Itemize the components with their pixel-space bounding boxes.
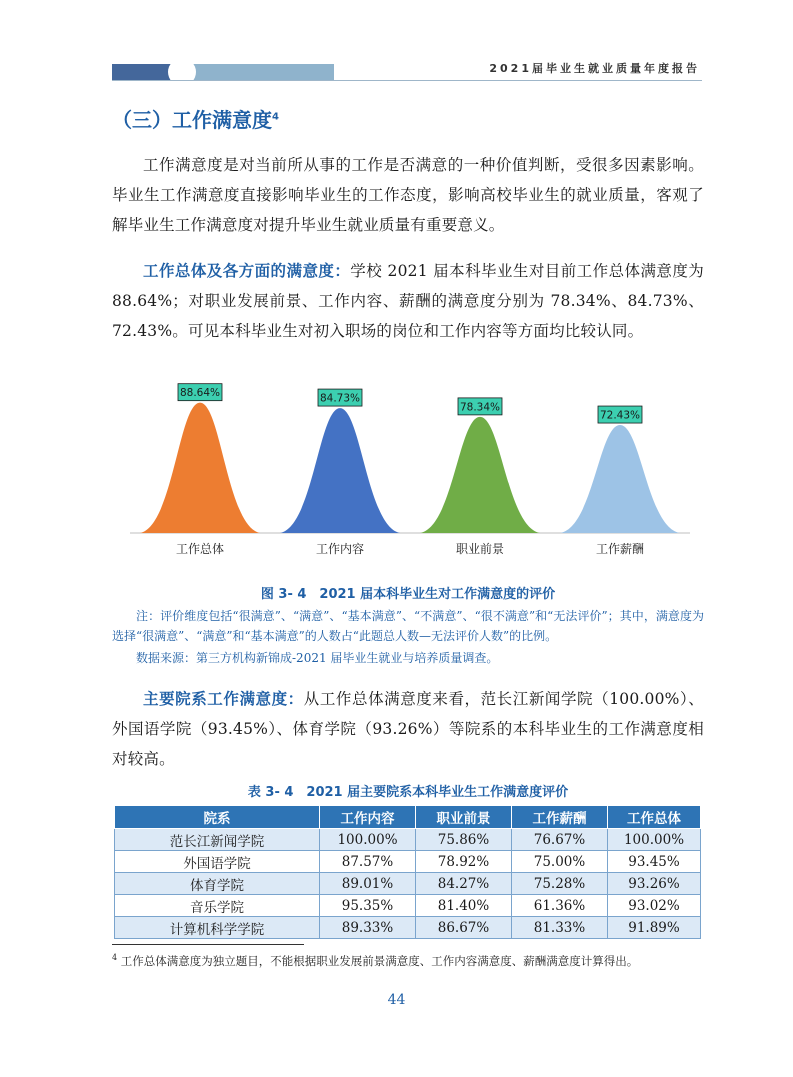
table-cell: 93.02%	[608, 895, 701, 917]
footnote	[112, 950, 704, 969]
header-bar-light	[184, 64, 334, 80]
chart-category-label-4: 工作薪酬	[595, 542, 645, 556]
section-footnote-ref: 4	[272, 111, 279, 123]
chart-note	[112, 606, 704, 646]
col-header-content: 工作内容	[320, 806, 416, 829]
page-number: 44	[387, 992, 406, 1008]
chart-data-label-2: 84.73%	[319, 392, 361, 405]
table-cell: 81.40%	[416, 895, 512, 917]
chart-peak-3	[420, 417, 540, 533]
data-source	[112, 648, 704, 668]
chart-peak-2	[280, 408, 400, 533]
table-cell: 计算机科学学院	[115, 917, 320, 939]
table-cell: 音乐学院	[115, 895, 320, 917]
header-notch	[168, 58, 196, 86]
table-row	[115, 829, 701, 851]
overall-paragraph	[112, 256, 704, 346]
table-cell: 76.67%	[512, 829, 608, 851]
table-row	[115, 851, 701, 873]
table-cell: 范长江新闻学院	[115, 829, 320, 851]
table-cell: 89.01%	[320, 873, 416, 895]
chart-svg	[130, 375, 690, 570]
table-cell: 89.33%	[320, 917, 416, 939]
table-cell: 78.92%	[416, 851, 512, 873]
footnote-text: 工作总体满意度为独立题目，不能根据职业发展前景满意度、工作内容满意度、薪酬满意度计算得出。	[120, 953, 639, 968]
section-title	[112, 104, 279, 133]
table-cell: 81.33%	[512, 917, 608, 939]
figure-caption: 图 3- 4 2021 届本科毕业生对工作满意度的评价	[260, 587, 556, 602]
chart-note-text: 注：评价维度包括“很满意”、“满意”、“基本满意”、“不满意”、“很不满意”和“无法评价”；其中，满意度为选择“很满意”、“满意”和“基本满意”的人数占“此题总人数—无法评价人数”的比例。	[112, 609, 704, 643]
intro-paragraph: 工作满意度是对当前所从事的工作是否满意的一种价值判断，受很多因素影响。毕业生工作满意度直接影响毕业生的工作态度，影响高校毕业生的就业质量，客观了解毕业生工作满意度对提升毕业生就业质量有重要意义。	[112, 156, 704, 234]
col-header-dept: 院系	[115, 806, 320, 829]
dept-paragraph	[112, 684, 704, 774]
table-cell: 86.67%	[416, 917, 512, 939]
chart-category-label-2: 工作内容	[315, 542, 365, 556]
col-header-overall: 工作总体	[608, 806, 701, 829]
table-row	[115, 873, 701, 895]
table-cell: 外国语学院	[115, 851, 320, 873]
table-cell: 61.36%	[512, 895, 608, 917]
header-title: 2021届毕业生就业质量年度报告	[489, 62, 700, 75]
department-satisfaction-table	[114, 805, 701, 939]
table-cell: 体育学院	[115, 873, 320, 895]
chart-peak-1	[140, 403, 260, 533]
overall-lead: 工作总体及各方面的满意度：	[143, 262, 351, 280]
chart-category-label-3: 职业前景	[455, 542, 505, 556]
overall-text: 学校 2021 届本科毕业生对目前工作总体满意度为 88.64%；对职业发展前景、工作内容、薪酬的满意度分别为 78.34%、84.73%、72.43%。可见本科毕业生对初入职场的岗位和工作内容等方面均比较认同。	[112, 262, 704, 340]
header-line	[112, 80, 702, 81]
chart-data-label-1: 88.64%	[179, 387, 221, 400]
table-cell: 100.00%	[608, 829, 701, 851]
table-cell: 87.57%	[320, 851, 416, 873]
col-header-prospect: 职业前景	[416, 806, 512, 829]
table-cell: 91.89%	[608, 917, 701, 939]
footnote-divider	[112, 944, 304, 945]
table-cell: 75.00%	[512, 851, 608, 873]
table-cell: 95.35%	[320, 895, 416, 917]
section-title-text: （三）工作满意度	[112, 108, 272, 132]
col-header-salary: 工作薪酬	[512, 806, 608, 829]
chart-data-label-3: 78.34%	[459, 401, 501, 414]
table-cell: 75.86%	[416, 829, 512, 851]
chart-category-label-1: 工作总体	[175, 542, 225, 556]
satisfaction-chart	[130, 375, 690, 570]
chart-data-label-4: 72.43%	[599, 409, 641, 422]
dept-lead: 主要院系工作满意度：	[143, 690, 304, 708]
table-cell: 93.26%	[608, 873, 701, 895]
data-source-text: 数据来源：第三方机构新锦成-2021 届毕业生就业与培养质量调查。	[136, 651, 499, 665]
table-row	[115, 917, 701, 939]
table-cell: 93.45%	[608, 851, 701, 873]
dept-text: 从工作总体满意度来看，范长江新闻学院（100.00%）、外国语学院（93.45%）、体育学院（93.26%）等院系的本科毕业生的工作满意度相对较高。	[112, 690, 704, 768]
chart-peak-4	[560, 425, 680, 533]
table-cell: 100.00%	[320, 829, 416, 851]
table-header-row	[115, 806, 701, 829]
footnote-number: 4	[112, 953, 118, 962]
table-cell: 75.28%	[512, 873, 608, 895]
table-cell: 84.27%	[416, 873, 512, 895]
table-row	[115, 895, 701, 917]
table-caption: 表 3- 4 2021 届主要院系本科毕业生工作满意度评价	[247, 785, 569, 800]
